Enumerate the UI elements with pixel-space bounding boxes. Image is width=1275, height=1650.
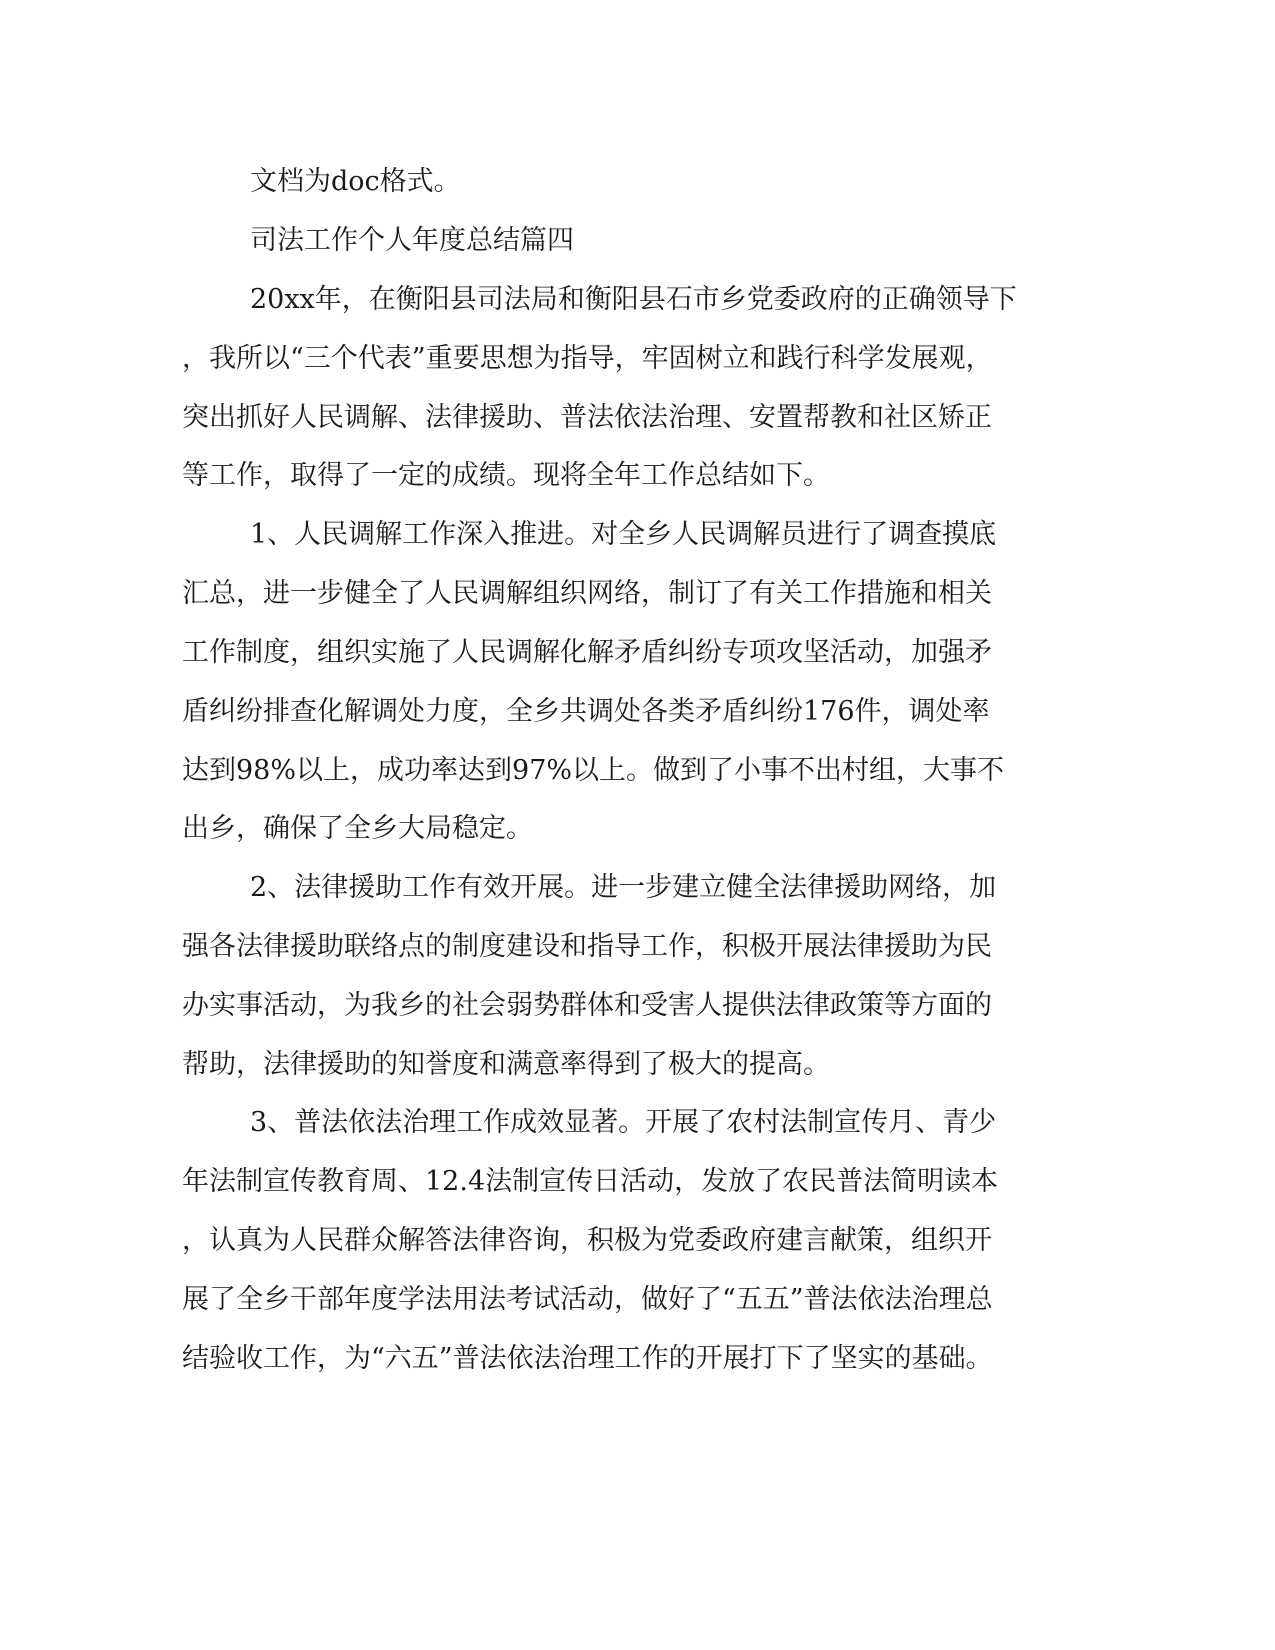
format-note: 文档为doc格式。 xyxy=(250,166,461,197)
paragraph-line: 年法制宣传教育周、12.4法制宣传日活动，发放了农民普法简明读本 xyxy=(182,1166,999,1197)
paragraph-line: 出乡，确保了全乡大局稳定。 xyxy=(182,813,533,844)
paragraph-line: 2、法律援助工作有效开展。进一步建立健全法律援助网络，加 xyxy=(250,872,997,903)
document-title: 司法工作个人年度总结篇四 xyxy=(250,225,574,256)
paragraph-line: 突出抓好人民调解、法律援助、普法依法治理、安置帮教和社区矫正 xyxy=(182,402,992,433)
paragraph-line: 20xx年，在衡阳县司法局和衡阳县石市乡党委政府的正确领导下 xyxy=(250,284,1017,315)
paragraph-line: 汇总，进一步健全了人民调解组织网络，制订了有关工作措施和相关 xyxy=(182,578,992,609)
paragraph-line: 1、人民调解工作深入推进。对全乡人民调解员进行了调查摸底 xyxy=(250,519,997,550)
paragraph-line: 达到98%以上，成功率达到97%以上。做到了小事不出村组，大事不 xyxy=(182,755,1005,786)
paragraph-line: 等工作，取得了一定的成绩。现将全年工作总结如下。 xyxy=(182,460,830,491)
paragraph-line: ，我所以“三个代表”重要思想为指导，牢固树立和践行科学发展观， xyxy=(182,343,993,374)
paragraph-line: 盾纠纷排查化解调处力度，全乡共调处各类矛盾纠纷176件，调处率 xyxy=(182,696,990,727)
paragraph-line: 3、普法依法治理工作成效显著。开展了农村法制宣传月、青少 xyxy=(250,1107,997,1138)
paragraph-line: 帮助，法律援助的知誉度和满意率得到了极大的提高。 xyxy=(182,1049,830,1080)
paragraph-line: 展了全乡干部年度学法用法考试活动，做好了“五五”普法依法治理总 xyxy=(182,1284,993,1315)
paragraph-line: 办实事活动，为我乡的社会弱势群体和受害人提供法律政策等方面的 xyxy=(182,990,992,1021)
paragraph-line: 结验收工作，为“六五”普法依法治理工作的开展打下了坚实的基础。 xyxy=(182,1343,993,1374)
paragraph-line: 强各法律援助联络点的制度建设和指导工作，积极开展法律援助为民 xyxy=(182,931,992,962)
paragraph-line: 工作制度，组织实施了人民调解化解矛盾纠纷专项攻坚活动，加强矛 xyxy=(182,637,992,668)
paragraph-line: ，认真为人民群众解答法律咨询，积极为党委政府建言献策，组织开 xyxy=(182,1225,992,1256)
